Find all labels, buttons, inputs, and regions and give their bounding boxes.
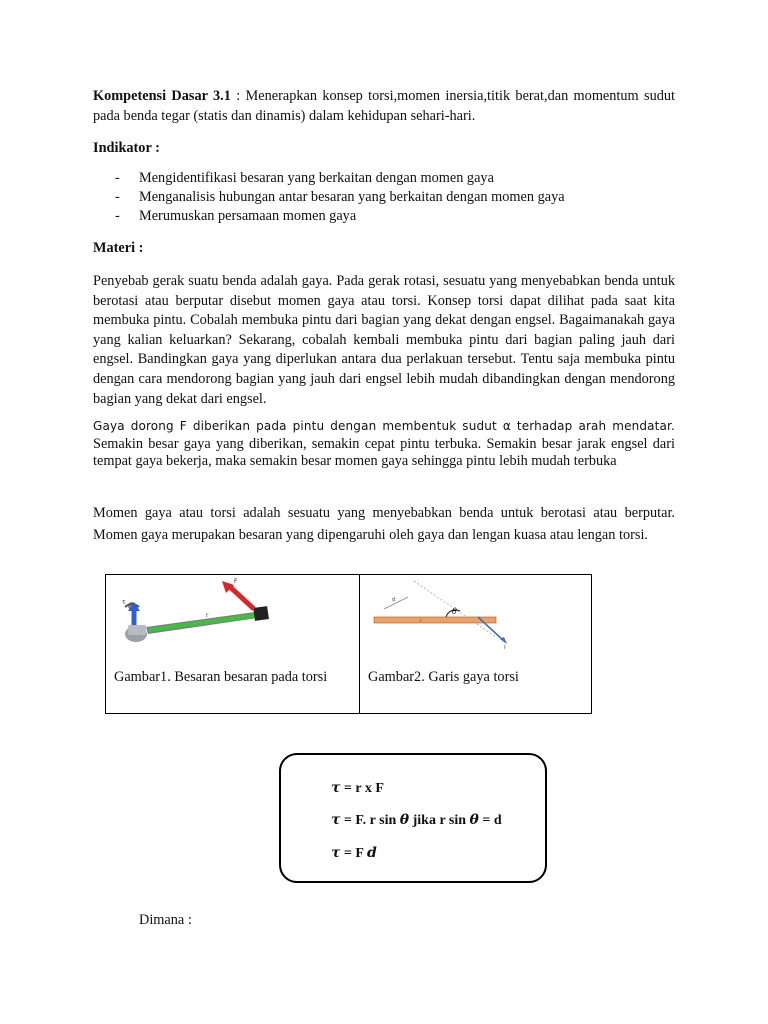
indikator-list	[93, 169, 675, 226]
list-item: - Merumuskan persamaan momen gaya	[115, 208, 357, 224]
formula-torque-sin: τ = F. r sin θ jika r sin θ = d	[331, 812, 502, 828]
label-r: r	[206, 612, 209, 619]
figure-table	[105, 574, 592, 714]
indikator-heading: Indikator :	[93, 140, 160, 156]
handle-grip	[253, 606, 269, 621]
r-vector-rod	[148, 613, 259, 632]
label-r-2: r	[420, 618, 422, 623]
force-line-figure	[366, 579, 516, 649]
figure-cell-2	[360, 575, 591, 713]
label-F-2: F	[504, 645, 507, 649]
kompetensi-label: Kompetensi Dasar 3.1	[93, 88, 231, 104]
torque-wrench-figure	[116, 577, 276, 649]
figure-1-caption: Gambar1. Besaran besaran pada torsi	[114, 669, 328, 685]
orange-bar	[374, 617, 496, 623]
label-F: F	[234, 578, 238, 585]
kompetensi-dasar	[93, 86, 675, 126]
pivot-socket	[128, 625, 146, 635]
materi-paragraph-2	[93, 418, 675, 471]
d-perpendicular	[384, 597, 408, 609]
list-item: - Menganalisis hubungan antar besaran yang berkaitan dengan momen gaya	[115, 189, 565, 205]
paragraph-2-rest: Semakin besar gaya yang diberikan, semakin cepat pintu terbuka. Semakin besar jarak engsel dari tempat gaya bekerja, maka semakin besar momen gaya sehingga pintu lebih mudah terbuka	[93, 435, 675, 470]
formula-torque-d: τ = F d	[331, 845, 377, 861]
formula-torque-cross: τ = r x F	[331, 780, 384, 796]
dimana-label: Dimana :	[139, 912, 192, 928]
materi-heading: Materi :	[93, 240, 144, 256]
label-d: d	[392, 597, 396, 603]
label-tau: τ	[122, 599, 126, 606]
force-vector-arrow	[228, 585, 254, 609]
formula-box	[279, 753, 547, 883]
list-item: - Mengidentifikasi besaran yang berkaitan dengan momen gaya	[115, 170, 494, 186]
paragraph-2-first-line: Gaya dorong F diberikan pada pintu dengan membentuk sudut α terhadap arah mendatar.	[93, 419, 675, 433]
figure-2-caption: Gambar2. Garis gaya torsi	[368, 669, 519, 685]
kompetensi-text: : Menerapkan konsep torsi,momen inersia,titik berat,dan momentum sudut pada benda tegar (statis dan dinamis) dalam kehidupan sehari-hari.	[93, 88, 675, 124]
materi-paragraph-3: Momen gaya atau torsi adalah sesuatu yang menyebabkan benda untuk berotasi atau berputar. Momen gaya merupakan besaran yang dipengaruhi oleh gaya dan lengan kuasa atau lengan torsi.	[93, 505, 675, 543]
materi-paragraph-1: Penyebab gerak suatu benda adalah gaya. Pada gerak rotasi, sesuatu yang menyebabkan benda untuk berotasi atau berputar disebut momen gaya atau torsi. Konsep torsi dapat dilihat pada saat kita membuka pintu. Cobalah membuka pintu dari bagian yang dekat dengan engsel. Bagaimanakah gaya yang kalian keluarkan? Sekarang, cobalah kembali membuka pintu dari bagian paling jauh dari engsel. Bandingkan gaya yang diperlukan antara dua perlakuan tersebut. Tentu saja membuka pintu dengan cara mendorong bagian yang jauh dari engsel lebih mudah dibandingkan dengan mendorong bagian yang dekat dari engsel.	[93, 273, 675, 407]
figure-cell-1	[106, 575, 360, 713]
label-theta: θ	[452, 607, 457, 616]
